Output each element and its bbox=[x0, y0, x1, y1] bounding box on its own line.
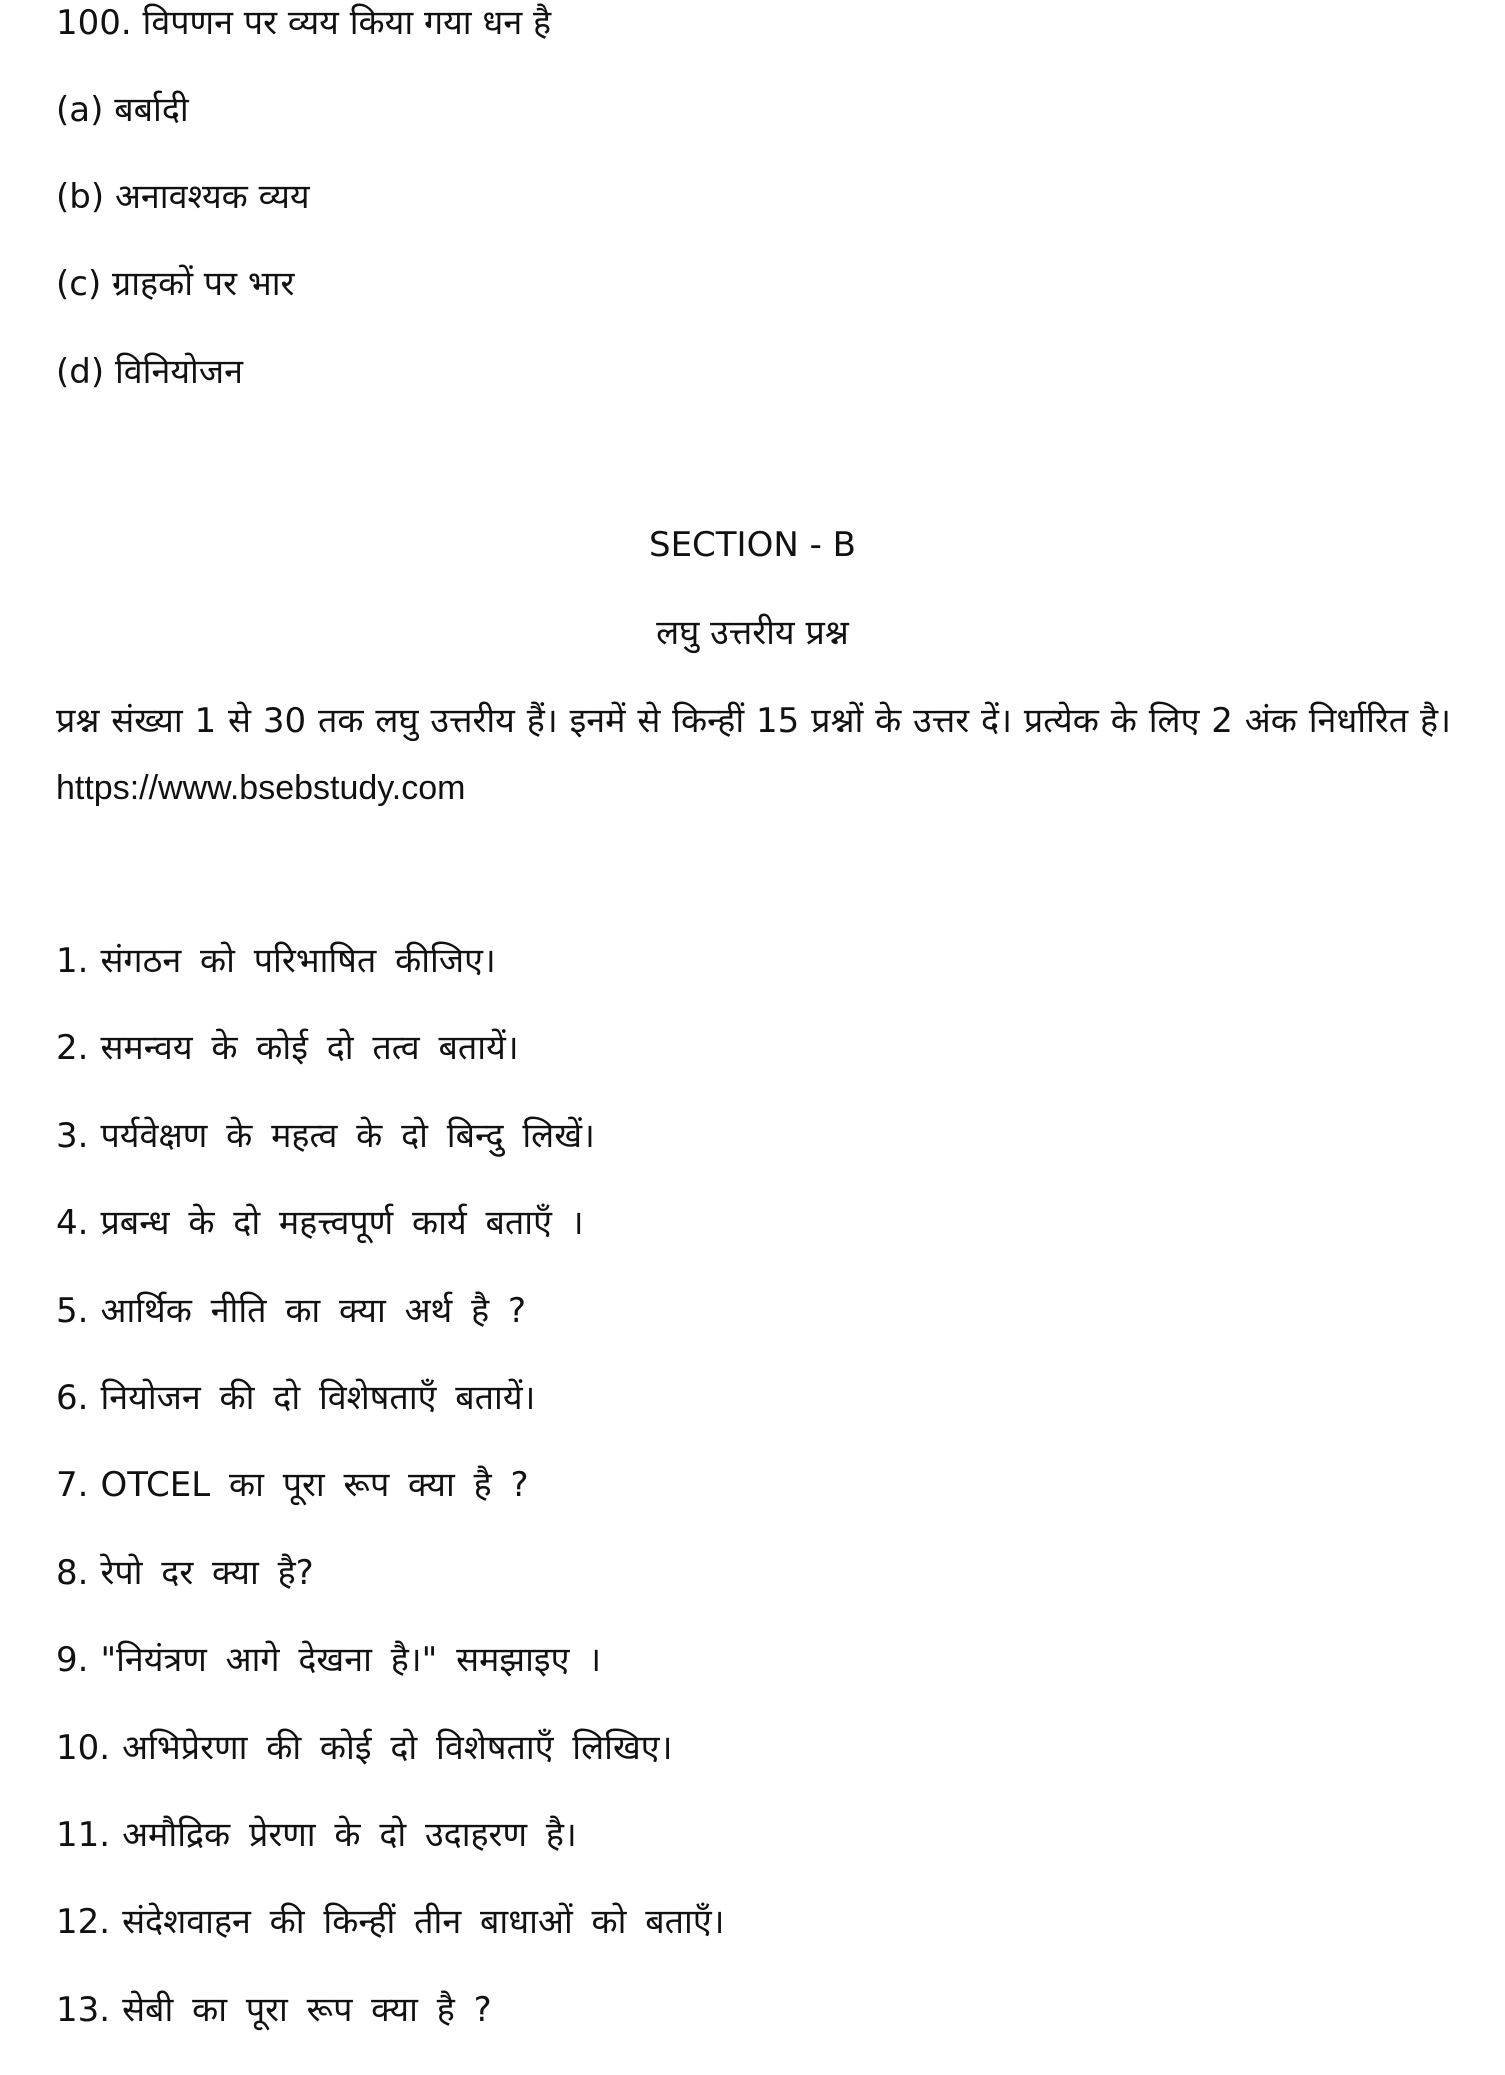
section-subtitle: लघु उत्तरीय प्रश्न bbox=[656, 613, 849, 653]
option-a bbox=[56, 88, 189, 132]
question-number: 5. bbox=[56, 1290, 89, 1331]
list-item bbox=[56, 1638, 725, 1725]
option-label: (c) bbox=[56, 264, 102, 304]
list-item bbox=[56, 1900, 725, 1987]
option-label: (d) bbox=[56, 352, 105, 392]
list-item bbox=[56, 1201, 725, 1288]
question-text: नियोजन की दो विशेषताएँ बतायें। bbox=[100, 1377, 536, 1418]
option-label: (a) bbox=[56, 90, 104, 130]
question-number: 2. bbox=[56, 1028, 89, 1069]
option-text: विनियोजन bbox=[114, 352, 243, 392]
list-item bbox=[56, 1114, 725, 1201]
option-d bbox=[56, 350, 243, 394]
question-number: 11. bbox=[56, 1814, 111, 1855]
question-number: 10. bbox=[56, 1727, 111, 1768]
question-text: सेबी का पूरा रूप क्या है ? bbox=[122, 1989, 492, 2030]
question-number: 9. bbox=[56, 1640, 89, 1681]
question-100: 100. विपणन पर व्यय किया गया धन है bbox=[56, 3, 552, 43]
question-text: OTCEL का पूरा रूप क्या है ? bbox=[100, 1465, 529, 1506]
question-number: 12. bbox=[56, 1902, 111, 1943]
list-item bbox=[56, 1813, 725, 1900]
list-item bbox=[56, 1988, 725, 2075]
question-text: संदेशवाहन की किन्हीं तीन बाधाओं को बताएँ। bbox=[122, 1902, 725, 1943]
option-text: ग्राहकों पर भार bbox=[112, 264, 295, 304]
list-item bbox=[56, 1726, 725, 1813]
question-text: पर्यवेक्षण के महत्व के दो बिन्दु लिखें। bbox=[100, 1115, 595, 1156]
question-text: अमौद्रिक प्रेरणा के दो उदाहरण है। bbox=[122, 1814, 577, 1855]
instructions bbox=[56, 688, 1451, 822]
option-label: (b) bbox=[56, 177, 105, 217]
instructions-text: प्रश्न संख्या 1 से 30 तक लघु उत्तरीय हैं। इनमें से किन्हीं 15 प्रश्नों के उत्तर दें। प्रत्येक के लिए 2 अंक निर्धारित है। bbox=[56, 701, 1451, 741]
question-text: रेपो दर क्या है? bbox=[100, 1552, 314, 1593]
question-text: "नियंत्रण आगे देखना है।" समझाइए । bbox=[100, 1640, 602, 1681]
question-number: 7. bbox=[56, 1465, 89, 1506]
list-item bbox=[56, 1026, 725, 1113]
list-item bbox=[56, 1289, 725, 1376]
question-list bbox=[56, 939, 725, 2075]
question-text: संगठन को परिभाषित कीजिए। bbox=[100, 941, 496, 981]
question-number: 6. bbox=[56, 1377, 89, 1418]
option-c bbox=[56, 262, 294, 306]
question-text: प्रबन्ध के दो महत्त्वपूर्ण कार्य बताएँ । bbox=[100, 1203, 584, 1244]
question-text: आर्थिक नीति का क्या अर्थ है ? bbox=[100, 1290, 526, 1331]
list-item bbox=[56, 1376, 725, 1463]
question-number: 1. bbox=[56, 941, 89, 981]
question-number: 13. bbox=[56, 1989, 111, 2030]
question-number: 4. bbox=[56, 1203, 89, 1244]
question-text: समन्वय के कोई दो तत्व बतायें। bbox=[100, 1028, 519, 1069]
question-number: 3. bbox=[56, 1115, 89, 1156]
website-link[interactable]: https://www.bsebstudy.com bbox=[56, 769, 466, 807]
option-text: अनावश्यक व्यय bbox=[114, 177, 310, 217]
question-number: 8. bbox=[56, 1552, 89, 1593]
list-item bbox=[56, 939, 725, 1026]
option-text: बर्बादी bbox=[114, 90, 189, 130]
list-item bbox=[56, 1463, 725, 1550]
question-text: अभिप्रेरणा की कोई दो विशेषताएँ लिखिए। bbox=[122, 1727, 673, 1768]
section-title: SECTION - B bbox=[648, 525, 856, 565]
list-item bbox=[56, 1551, 725, 1638]
option-b bbox=[56, 175, 310, 219]
